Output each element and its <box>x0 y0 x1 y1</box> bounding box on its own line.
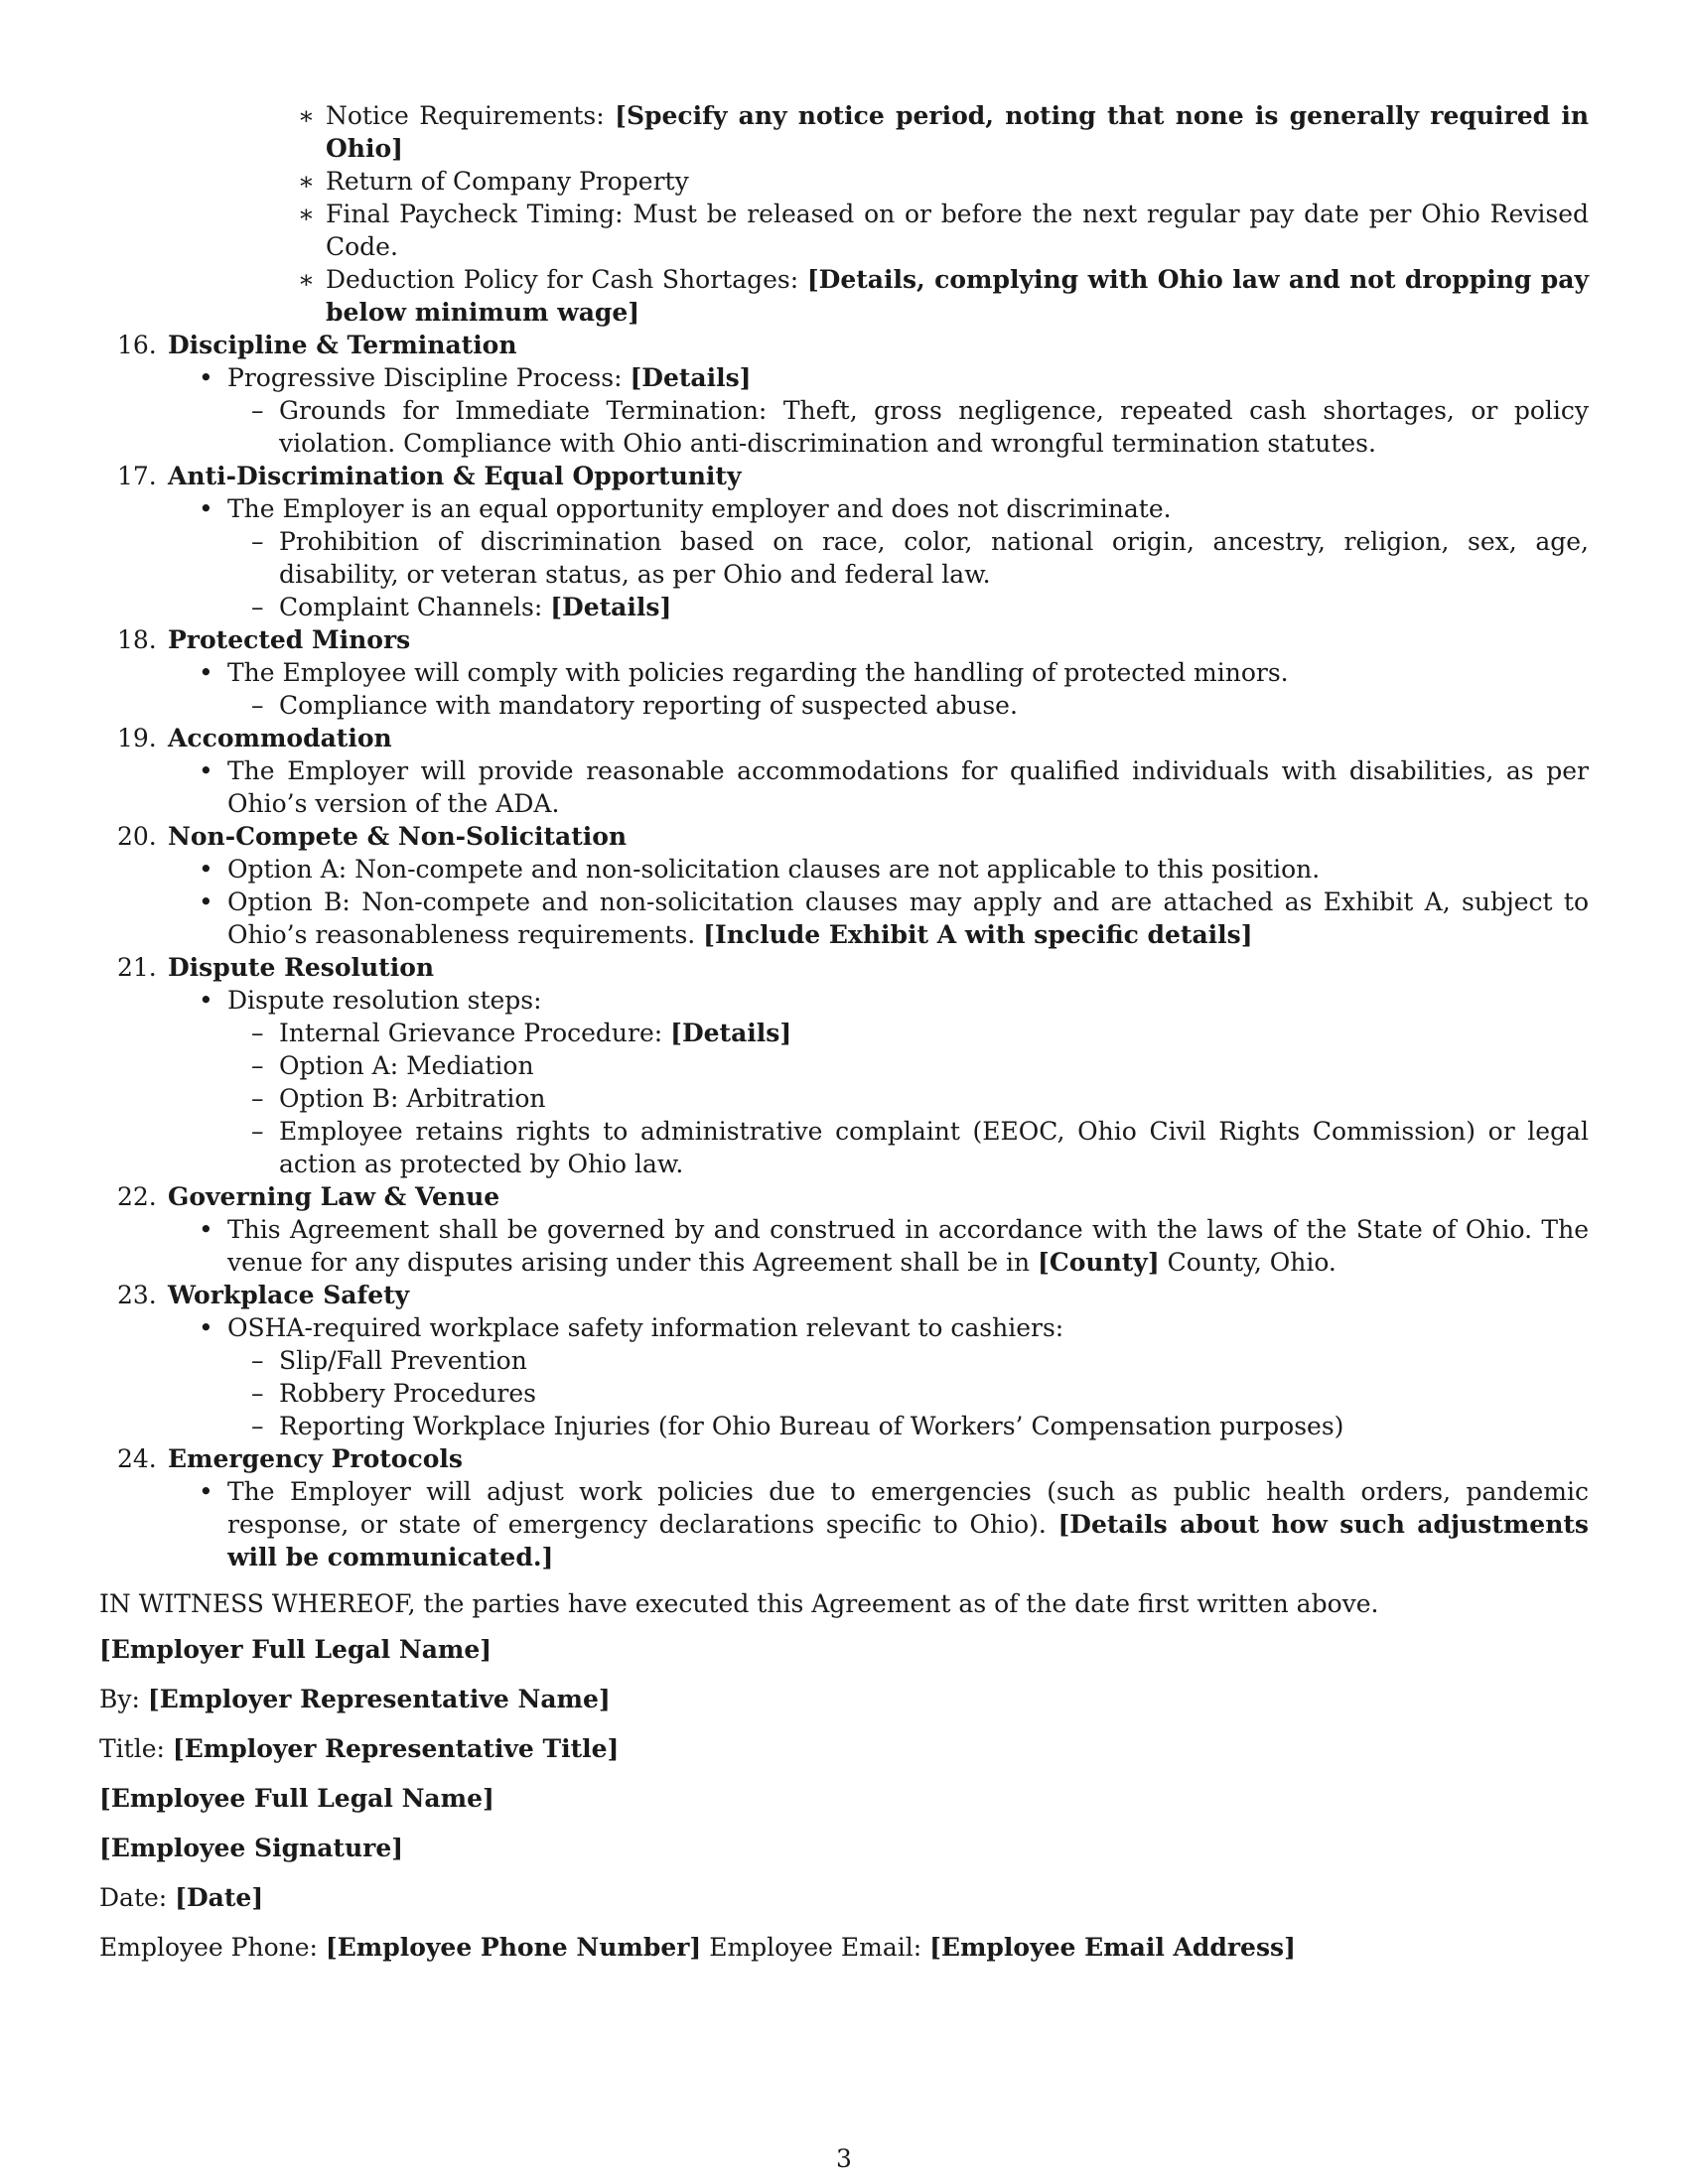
asterisk-marker: ∗ <box>298 167 315 196</box>
sub-bullet-text: Robbery Procedures <box>279 1379 536 1408</box>
section-number: 21. <box>117 953 157 982</box>
sub-bullet-placeholder: [Details] <box>550 593 672 621</box>
bullet-placeholder: [Details] <box>630 363 752 392</box>
bullet-item <box>99 656 1589 689</box>
bullet-marker: • <box>199 1215 213 1244</box>
section-title: Accommodation <box>168 724 392 752</box>
bullet-text: Dispute resolution steps: <box>227 986 542 1015</box>
witness-statement: IN WITNESS WHEREOF, the parties have executed this Agreement as of the date first written above. <box>99 1589 1379 1618</box>
section-number: 20. <box>117 822 157 851</box>
notice-item-text: Final Paycheck Timing: Must be released on or before the next regular pay date per Ohio Revised Code. <box>326 200 1589 261</box>
sub-bullet-text: Grounds for Immediate Termination: Theft, gross negligence, repeated cash shortages, or policy violation. Compliance with Ohio anti-discrimination and wrongful termination statutes. <box>279 396 1589 458</box>
notice-item-placeholder: [Specify any notice period, noting that none is generally required in Ohio] <box>326 101 1589 163</box>
bullet-item <box>99 853 1589 886</box>
section-heading <box>99 329 1589 361</box>
employer-rep-line: By: [Employer Representative Name] <box>99 1685 611 1713</box>
document-page <box>99 99 1589 1973</box>
bullet-text: The Employer will provide reasonable accommodations for qualified individuals with disabilities, as per Ohio’s version of the ADA. <box>227 756 1589 818</box>
section-number: 17. <box>117 462 157 490</box>
bullet-item <box>99 886 1589 951</box>
section-title: Protected Minors <box>168 625 411 654</box>
notice-item <box>99 198 1589 263</box>
dash-marker: – <box>251 1084 264 1113</box>
sub-bullet-placeholder: [Details] <box>670 1019 792 1047</box>
dash-marker: – <box>251 527 264 556</box>
section-title: Discipline & Termination <box>168 331 517 359</box>
employee-contact-line: Employee Phone: [Employee Phone Number] Employee Email: [Employee Email Address] <box>99 1933 1296 1962</box>
dash-marker: – <box>251 593 264 621</box>
bullet-placeholder: [Include Exhibit A with specific details] <box>703 920 1253 949</box>
sub-bullet-text: Option B: Arbitration <box>279 1084 546 1113</box>
sub-bullet-item <box>99 1049 1589 1082</box>
bullet-item <box>99 492 1589 525</box>
section-title: Anti-Discrimination & Equal Opportunity <box>168 462 742 490</box>
section-title: Non-Compete & Non-Solicitation <box>168 822 628 851</box>
notice-item-placeholder: [Details, complying with Ohio law and not dropping pay below minimum wage] <box>326 265 1589 327</box>
termination-notice-list <box>99 99 1589 329</box>
section-heading <box>99 820 1589 853</box>
bullet-marker: • <box>199 887 213 916</box>
employer-name-line: [Employer Full Legal Name] <box>99 1635 492 1664</box>
bullet-marker: • <box>199 1477 213 1506</box>
bullet-item <box>99 984 1589 1017</box>
dash-marker: – <box>251 1019 264 1047</box>
bullet-text: OSHA-required workplace safety information relevant to cashiers: <box>227 1313 1064 1342</box>
section-heading <box>99 722 1589 754</box>
dash-marker: – <box>251 1117 264 1146</box>
bullet-marker: • <box>199 494 213 523</box>
sub-bullet-item <box>99 1082 1589 1115</box>
bullet-item <box>99 361 1589 394</box>
bullet-marker: • <box>199 1313 213 1342</box>
bullet-marker: • <box>199 855 213 884</box>
bullet-item <box>99 754 1589 820</box>
dash-marker: – <box>251 1346 264 1375</box>
section-heading <box>99 951 1589 984</box>
bullet-text: The Employee will comply with policies regarding the handling of protected minors. <box>227 658 1289 687</box>
bullet-text: The Employer is an equal opportunity employer and does not discriminate. <box>227 494 1172 523</box>
sub-bullet-item <box>99 1017 1589 1049</box>
bullet-text: Option A: Non-compete and non-solicitation clauses are not applicable to this position. <box>227 855 1321 884</box>
asterisk-marker: ∗ <box>298 265 315 294</box>
section-title: Governing Law & Venue <box>168 1182 500 1211</box>
section-heading <box>99 1442 1589 1475</box>
section-heading <box>99 1279 1589 1311</box>
section-title: Workplace Safety <box>168 1281 410 1309</box>
sub-bullet-item <box>99 1115 1589 1180</box>
notice-item <box>99 165 1589 198</box>
notice-item <box>99 263 1589 329</box>
bullet-item <box>99 1475 1589 1573</box>
bullet-placeholder: [County] <box>1038 1248 1160 1277</box>
bullet-marker: • <box>199 658 213 687</box>
notice-item-text: Deduction Policy for Cash Shortages: <box>326 265 807 294</box>
notice-item-text: Notice Requirements: <box>326 101 616 130</box>
sub-bullet-text: Compliance with mandatory reporting of suspected abuse. <box>279 691 1018 720</box>
sub-bullet-item <box>99 394 1589 460</box>
bullet-marker: • <box>199 756 213 785</box>
employee-signature-line: [Employee Signature] <box>99 1834 404 1862</box>
bullet-text: The Employer will adjust work policies due to emergencies (such as public health orders, pandemic response, or state of emergency declarations specific to Ohio). <box>227 1477 1589 1539</box>
sub-bullet-item <box>99 591 1589 623</box>
section-number: 19. <box>117 724 157 752</box>
employee-name-line: [Employee Full Legal Name] <box>99 1784 494 1813</box>
bullet-marker: • <box>199 986 213 1015</box>
page-number: 3 <box>836 2144 852 2173</box>
section-number: 23. <box>117 1281 157 1309</box>
section-number: 16. <box>117 331 157 359</box>
notice-item-text: Return of Company Property <box>326 167 689 196</box>
asterisk-marker: ∗ <box>298 101 315 130</box>
section-number: 22. <box>117 1182 157 1211</box>
section-heading <box>99 460 1589 492</box>
signature-block <box>99 1625 1589 1973</box>
bullet-item <box>99 1213 1589 1279</box>
sub-bullet-text: Slip/Fall Prevention <box>279 1346 527 1375</box>
bullet-text: Option B: Non-compete and non-solicitation clauses may apply and are attached as Exhibit A, subject to Ohio’s reasonableness requirements. <box>227 887 1589 949</box>
dash-marker: – <box>251 1051 264 1080</box>
bullet-text: This Agreement shall be governed by and construed in accordance with the laws of the State of Ohio. The venue for any disputes arising under this Agreement shall be in <box>227 1215 1589 1277</box>
bullet-text: Progressive Discipline Process: <box>227 363 631 392</box>
notice-item <box>99 99 1589 165</box>
section-number: 18. <box>117 625 157 654</box>
bullet-marker: • <box>199 363 213 392</box>
section-heading <box>99 1180 1589 1213</box>
bullet-placeholder: [Details about how such adjustments will be communicated.] <box>227 1510 1589 1571</box>
employer-title-line: Title: [Employer Representative Title] <box>99 1734 620 1763</box>
sub-bullet-item <box>99 525 1589 591</box>
sub-bullet-item <box>99 1410 1589 1442</box>
section-heading <box>99 623 1589 656</box>
sub-bullet-text: Internal Grievance Procedure: <box>279 1019 671 1047</box>
sub-bullet-item <box>99 689 1589 722</box>
sub-bullet-text: Employee retains rights to administrative complaint (EEOC, Ohio Civil Rights Commission) or legal action as protected by Ohio law. <box>279 1117 1589 1178</box>
asterisk-marker: ∗ <box>298 200 315 228</box>
sub-bullet-text: Prohibition of discrimination based on race, color, national origin, ancestry, religion, sex, age, disability, or veteran status, as per Ohio and federal law. <box>279 527 1589 589</box>
bullet-text-tail: County, Ohio. <box>1159 1248 1336 1277</box>
dash-marker: – <box>251 1412 264 1440</box>
dash-marker: – <box>251 1379 264 1408</box>
sub-bullet-text: Reporting Workplace Injuries (for Ohio Bureau of Workers’ Compensation purposes) <box>279 1412 1344 1440</box>
date-line: Date: [Date] <box>99 1883 264 1912</box>
sub-bullet-item <box>99 1377 1589 1410</box>
section-number: 24. <box>117 1444 157 1473</box>
dash-marker: – <box>251 396 264 425</box>
sub-bullet-text: Option A: Mediation <box>279 1051 534 1080</box>
agreement-sections <box>99 329 1589 1573</box>
sub-bullet-text: Complaint Channels: <box>279 593 551 621</box>
section-title: Emergency Protocols <box>168 1444 463 1473</box>
section-title: Dispute Resolution <box>168 953 435 982</box>
sub-bullet-item <box>99 1344 1589 1377</box>
dash-marker: – <box>251 691 264 720</box>
bullet-item <box>99 1311 1589 1344</box>
